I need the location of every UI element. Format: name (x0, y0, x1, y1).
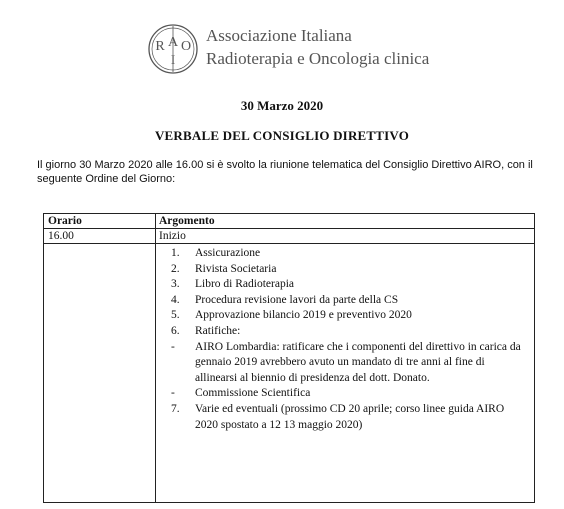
logo-letter-i: I (170, 52, 176, 67)
document-title: VERBALE DEL CONSIGLIO DIRETTIVO (154, 128, 410, 143)
list-text: Ratifiche: (195, 324, 241, 337)
list-marker: 2. (171, 262, 180, 275)
table-header-row (44, 214, 534, 229)
list-marker: 3. (171, 278, 180, 291)
list-marker: 1. (171, 247, 180, 259)
list-text: Assicurazione (195, 247, 261, 259)
list-item (171, 246, 527, 262)
list-text: Approvazione bilancio 2019 e preventivo 2020 (195, 309, 412, 322)
list-item (171, 277, 527, 293)
list-text: AIRO Lombardia: ratificare che i componenti del direttivo in carica da gennaio 2019 avrebbero avuto un mandato di tre anni al fine di allinearsi al biennio di presidenza del dott. Donato. (195, 340, 521, 384)
airo-logo-icon (146, 22, 200, 76)
list-marker: 4. (171, 293, 180, 306)
list-marker: - (171, 340, 175, 353)
list-item (171, 308, 527, 324)
intro-paragraph: Il giorno 30 Marzo 2020 alle 16.00 si è svolto la riunione telematica del Consiglio Direttivo AIRO, con il seguente Ordine del Giorno: (37, 159, 533, 185)
table-row-agenda (44, 244, 534, 502)
list-text: Rivista Societaria (195, 262, 277, 275)
table-row-start (44, 229, 534, 244)
list-marker: - (171, 387, 175, 400)
logo-letter-a: A (167, 35, 179, 50)
logo-letter-o: O (180, 39, 192, 54)
org-name-line2: Radioterapia e Oncologia clinica (206, 49, 430, 68)
agenda-list (171, 246, 527, 433)
list-item (171, 262, 527, 278)
list-marker: 6. (171, 324, 180, 337)
agenda-table (43, 213, 535, 503)
header-topic: Argomento (159, 215, 215, 227)
logo-letter-r: R (155, 39, 165, 54)
list-text: Varie ed eventuali (prossimo CD 20 aprile; corso linee guida AIRO 2020 spostato a 12 13 maggio 2020) (195, 402, 505, 431)
list-item (171, 324, 527, 340)
document-date: 30 Marzo 2020 (240, 98, 324, 113)
org-name-line1: Associazione Italiana (206, 26, 352, 45)
list-item (171, 386, 527, 402)
list-marker: 5. (171, 309, 180, 322)
list-text: Libro di Radioterapia (195, 278, 294, 291)
start-label: Inizio (159, 230, 186, 242)
header-time: Orario (48, 215, 82, 227)
list-item (171, 340, 527, 387)
list-text: Commissione Scientifica (195, 387, 311, 400)
list-text: Procedura revisione lavori da parte della CS (195, 293, 399, 306)
org-name (206, 24, 429, 70)
start-time: 16.00 (48, 230, 74, 242)
header-logo-block (140, 18, 470, 74)
list-item (171, 293, 527, 309)
list-item (171, 402, 527, 433)
list-marker: 7. (171, 402, 180, 415)
